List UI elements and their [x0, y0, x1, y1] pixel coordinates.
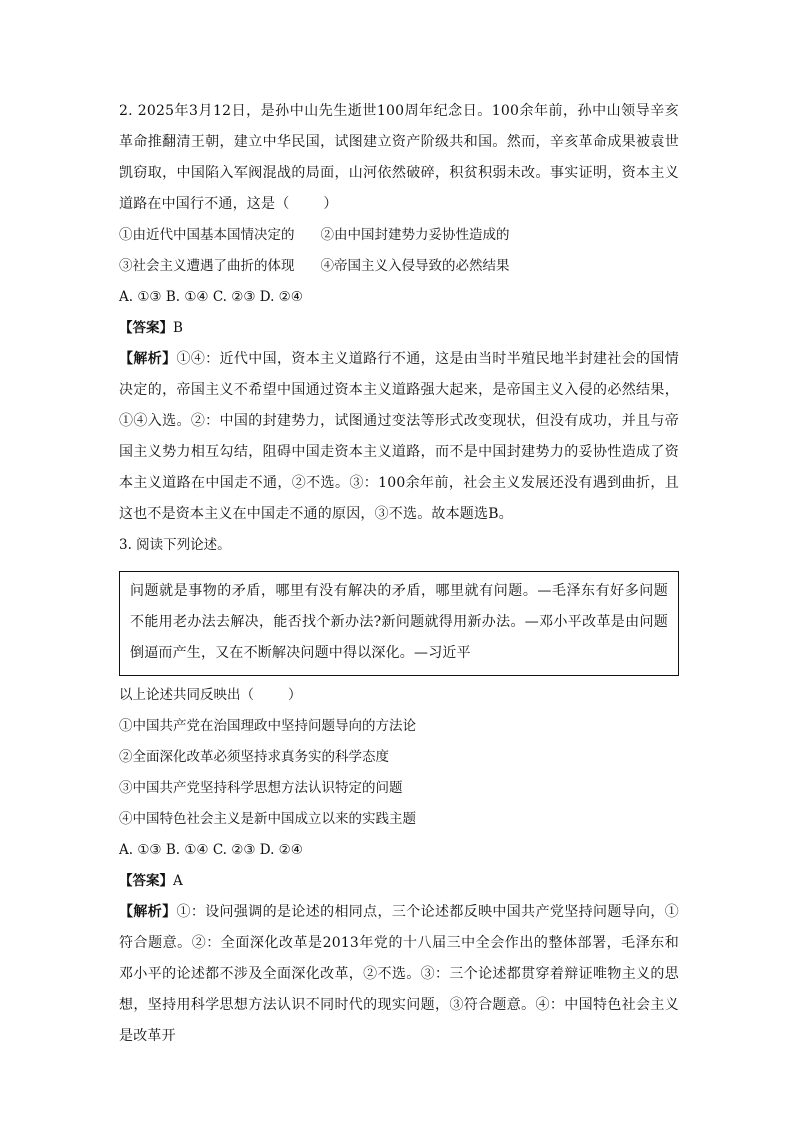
q2-answer: [119, 313, 679, 344]
q3-quote-text: 问题就是事物的矛盾，哪里有没有解决的矛盾，哪里就有问题。—毛泽东有好多问题不能用老办法去解决，能否找个新办法?新问题就得用新办法。—邓小平改革是由问题倒逼而产生，又在不断解决问题中得以深化。—习近平: [130, 583, 668, 661]
q3-quote-box: [119, 571, 679, 676]
q3-analysis: [119, 897, 679, 1052]
q2-stem: [119, 96, 679, 220]
q2-options-row-1: [119, 220, 679, 251]
q3-option-1: ①中国共产党在治国理政中坚持问题导向的方法论: [119, 718, 416, 734]
q2-option-4: ④帝国主义入侵导致的必然结果: [320, 258, 510, 274]
q3-option-4: ④中国特色社会主义是新中国成立以来的实践主题: [119, 811, 416, 827]
q3-choices: A. ①③ B. ①④ C. ②③ D. ②④: [119, 842, 303, 858]
q3-answer-value: A: [173, 873, 183, 889]
q3-question-bracket: ）: [288, 687, 302, 703]
q2-stem-bracket: ）: [323, 196, 338, 212]
q2-choices: A. ①③ B. ①④ C. ②③ D. ②④: [119, 289, 303, 305]
q3-answer: [119, 866, 679, 897]
q3-option-2: ②全面深化改革必须坚持求真务实的科学态度: [119, 749, 389, 765]
q2-option-2: ②由中国封建势力妥协性造成的: [320, 227, 510, 243]
q3-analysis-text: ①：设问强调的是论述的相同点，三个论述都反映中国共产党坚持问题导向，①符合题意。②：全面深化改革是2013年党的十八届三中全会作出的整体部署，毛泽东和邓小平的论述都不涉及全面深化改革，②不选。③：三个论述都贯穿着辩证唯物主义的思想，坚持用科学思想方法认识不同时代的现实问题，③符合题意。④：中国特色社会主义是改革开: [119, 904, 679, 1044]
q2-options-row-2: [119, 251, 679, 282]
q2-stem-text: 2. 2025年3月12日，是孙中山先生逝世100周年纪念日。100余年前，孙中山领导辛亥革命推翻清王朝，建立中华民国，试图建立资产阶级共和国。然而，辛亥革命成果被袁世凯窃取，中国陷入军阀混战的局面，山河依然破碎，积贫积弱未改。事实证明，资本主义道路在中国行不通，这是（: [119, 103, 679, 212]
q2-answer-label: 【答案】: [119, 320, 173, 336]
q2-analysis: [119, 344, 679, 530]
q2-analysis-text: ①④：近代中国，资本主义道路行不通，这是由当时半殖民地半封建社会的国情决定的，帝国主义不希望中国通过资本主义道路强大起来，是帝国主义入侵的必然结果，①④入选。②：中国的封建势力，试图通过变法等形式改变现状，但没有成功，并且与帝国主义势力相互勾结，阻碍中国走资本主义道路，而不是中国封建势力的妥协性造成了资本主义道路在中国走不通，②不选。③：100余年前，社会主义发展还没有遇到曲折，且这也不是资本主义在中国走不通的原因，③不选。故本题选B。: [119, 351, 679, 522]
q2-analysis-label: 【解析】: [119, 351, 177, 367]
q3-question-text: 以上论述共同反映出（: [119, 687, 254, 703]
q2-option-3: ③社会主义遭遇了曲折的体现: [119, 258, 295, 274]
document-page: [119, 96, 679, 1052]
q3-stem: 3. 阅读下列论述。: [119, 537, 231, 553]
q3-option-3: ③中国共产党坚持科学思想方法认识特定的问题: [119, 780, 403, 796]
q3-question: [119, 680, 679, 711]
q2-answer-value: B: [173, 320, 183, 336]
q3-analysis-label: 【解析】: [119, 904, 177, 920]
q3-answer-label: 【答案】: [119, 873, 173, 889]
q2-option-1: ①由近代中国基本国情决定的: [119, 227, 295, 243]
